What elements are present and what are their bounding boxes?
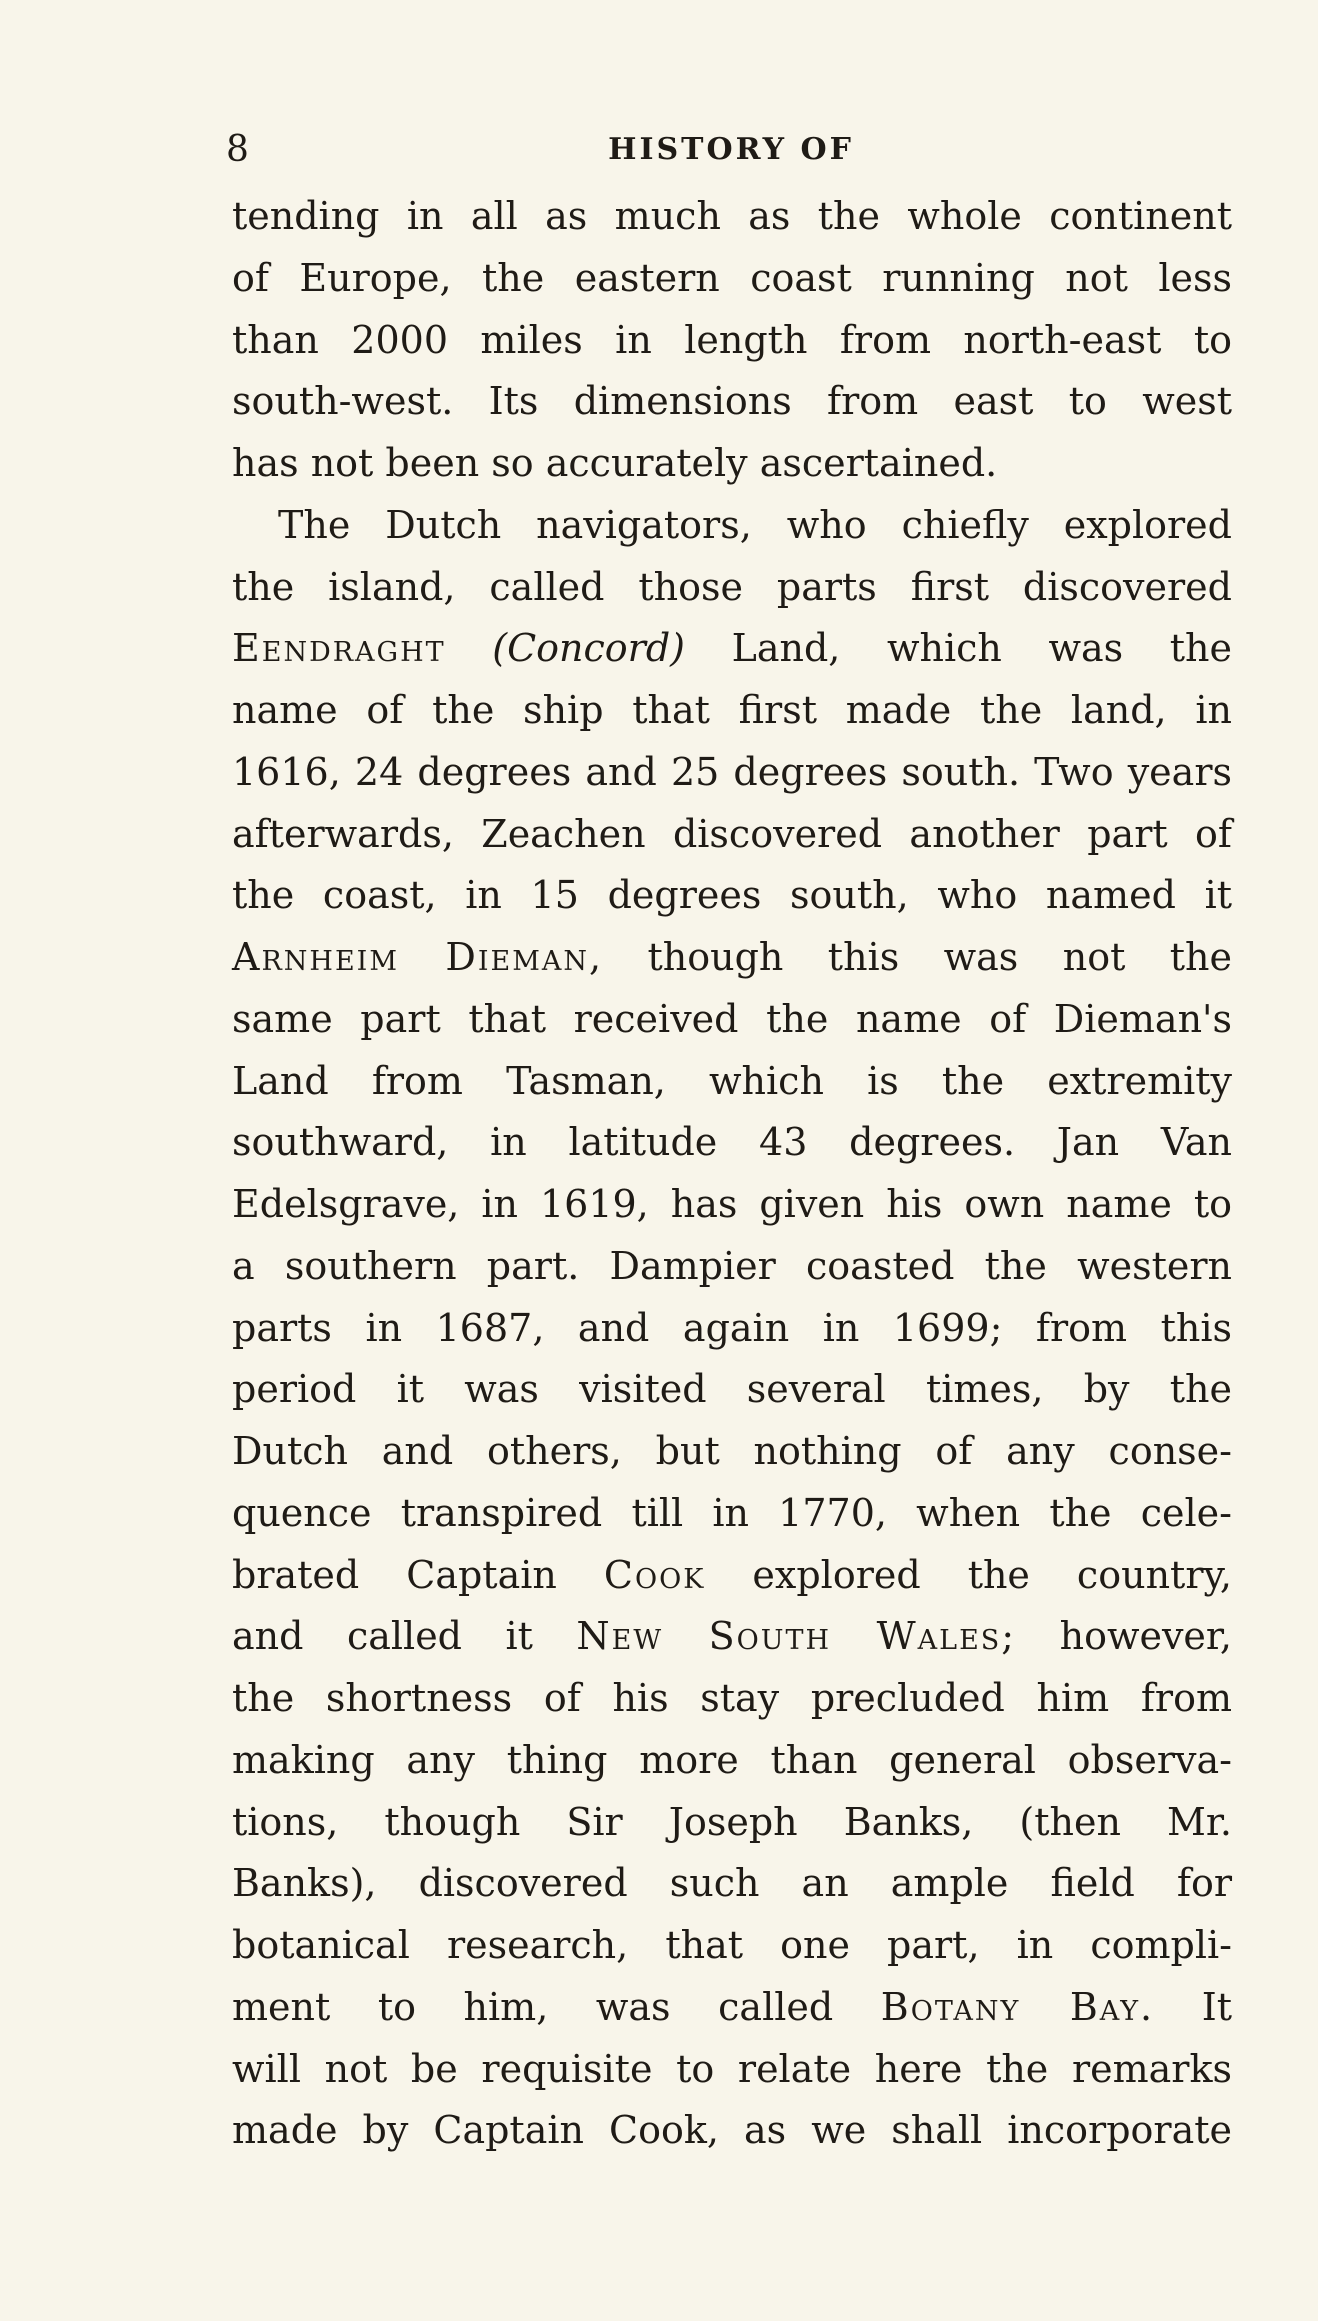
- line-pre: ment to him, was called: [232, 1984, 834, 2029]
- text-line: Land from Tasman, which is the extremity: [232, 1058, 1232, 1103]
- text-line: Banks), discovered such an ample field for: [232, 1861, 1232, 1906]
- body-text: [232, 186, 1232, 2162]
- text-line: [232, 1606, 1232, 1668]
- page-number: 8: [226, 129, 249, 170]
- line-pre: brated Captain: [232, 1552, 557, 1597]
- text-line: has not been so accurately ascertained.: [232, 441, 998, 485]
- text-line: 1616, 24 degrees and 25 degrees south. Two years: [232, 749, 1232, 794]
- line-rest: explored the country,: [752, 1552, 1232, 1597]
- ship-translation: (Concord): [492, 626, 685, 671]
- line-rest: however,: [1059, 1614, 1232, 1659]
- person-name: Cook: [603, 1552, 706, 1597]
- line-rest: though this was not the: [647, 935, 1232, 979]
- place-name: New South Wales;: [576, 1614, 1017, 1659]
- text-line: the shortness of his stay precluded him from: [232, 1676, 1232, 1720]
- text-line: afterwards, Zeachen discovered another part of: [232, 811, 1232, 856]
- text-line: The Dutch navigators, who chiefly explored: [278, 502, 1232, 547]
- text-line: [232, 1545, 1232, 1607]
- place-name: Arnheim Dieman,: [232, 935, 604, 979]
- text-line: will not be requisite to relate here the remarks: [232, 2046, 1232, 2091]
- text-line: than 2000 miles in length from north-east to: [232, 317, 1232, 362]
- text-line: a southern part. Dampier coasted the western: [232, 1243, 1232, 1288]
- text-line: of Europe, the eastern coast running not less: [232, 255, 1232, 300]
- running-title: HISTORY OF: [608, 132, 854, 167]
- text-line: the coast, in 15 degrees south, who named it: [232, 873, 1232, 918]
- text-line: period it was visited several times, by the: [232, 1367, 1232, 1412]
- text-line: southward, in latitude 43 degrees. Jan Van: [232, 1120, 1232, 1165]
- ship-name: Eendraght: [232, 626, 446, 671]
- text-line: the island, called those parts first discovered: [232, 564, 1232, 609]
- line-rest: Land, which was the: [731, 626, 1232, 671]
- text-line: [232, 1977, 1232, 2039]
- text-line: tending in all as much as the whole continent: [232, 194, 1232, 238]
- text-line: [232, 927, 1232, 989]
- text-line: parts in 1687, and again in 1699; from this: [232, 1305, 1232, 1350]
- text-line: quence transpired till in 1770, when the cele-: [232, 1490, 1232, 1535]
- text-line: made by Captain Cook, as we shall incorporate: [232, 2108, 1232, 2153]
- text-line: tions, though Sir Joseph Banks, (then Mr.: [232, 1799, 1232, 1844]
- text-line: making any thing more than general observa-: [232, 1737, 1232, 1782]
- text-line: Dutch and others, but nothing of any conse-: [232, 1429, 1232, 1473]
- text-line: same part that received the name of Dieman's: [232, 996, 1232, 1041]
- page-header: [226, 128, 1236, 172]
- text-line: Edelsgrave, in 1619, has given his own name to: [232, 1182, 1232, 1226]
- line-pre: and called it: [232, 1614, 533, 1659]
- text-line: name of the ship that first made the land, in: [232, 688, 1232, 732]
- line-rest: It: [1201, 1984, 1232, 2029]
- place-name: Botany Bay.: [880, 1984, 1155, 2029]
- text-line: south-west. Its dimensions from east to west: [232, 379, 1232, 424]
- text-line: [232, 618, 1232, 680]
- text-line: botanical research, that one part, in compli-: [232, 1923, 1232, 1967]
